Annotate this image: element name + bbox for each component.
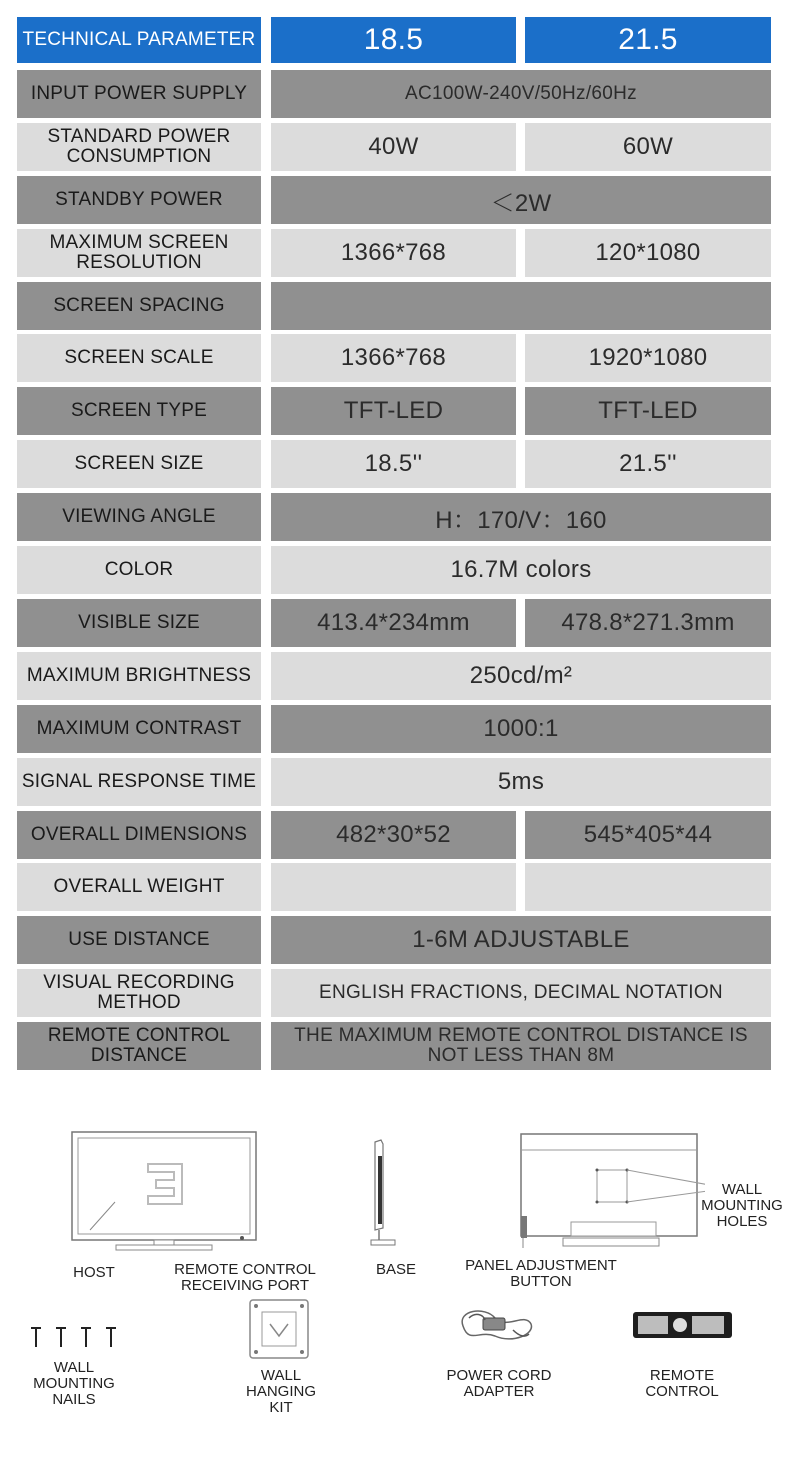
row-label: MAXIMUM BRIGHTNESS bbox=[17, 652, 261, 700]
row-label: VIEWING ANGLE bbox=[17, 493, 261, 541]
power-adapter-drawing bbox=[455, 1300, 535, 1350]
row-value: 16.7M colors bbox=[271, 546, 771, 594]
row-value bbox=[271, 282, 771, 330]
monitor-back-drawing bbox=[515, 1130, 705, 1255]
remote-port-caption: REMOTE CONTROL RECEIVING PORT bbox=[174, 1261, 316, 1294]
row-value: THE MAXIMUM REMOTE CONTROL DISTANCE IS NOT LESS THAN 8M bbox=[271, 1022, 771, 1070]
row-value: ＜2W bbox=[271, 176, 771, 224]
table-header-label: TECHNICAL PARAMETER bbox=[17, 17, 261, 63]
base-caption: BASE bbox=[375, 1261, 417, 1278]
row-value-21-5: 1920*1080 bbox=[525, 334, 771, 382]
row-label: MAXIMUM SCREEN RESOLUTION bbox=[17, 229, 261, 277]
row-value: 5ms bbox=[271, 758, 771, 806]
accessories-section bbox=[0, 1100, 790, 1470]
row-label: USE DISTANCE bbox=[17, 916, 261, 964]
row-value-21-5: 478.8*271.3mm bbox=[525, 599, 771, 647]
row-label: SIGNAL RESPONSE TIME bbox=[17, 758, 261, 806]
row-value-18-5: 482*30*52 bbox=[271, 811, 516, 859]
row-value-21-5: 21.5'' bbox=[525, 440, 771, 488]
host-caption: HOST bbox=[73, 1264, 115, 1281]
row-value: ENGLISH FRACTIONS, DECIMAL NOTATION bbox=[271, 969, 771, 1017]
wall-nails-caption: WALL MOUNTING NAILS bbox=[33, 1359, 115, 1408]
row-value: AC100W-240V/50Hz/60Hz bbox=[271, 70, 771, 118]
monitor-front-drawing bbox=[70, 1130, 260, 1255]
row-value-18-5: 18.5'' bbox=[271, 440, 516, 488]
row-label: VISUAL RECORDING METHOD bbox=[17, 969, 261, 1017]
row-value-18-5: 413.4*234mm bbox=[271, 599, 516, 647]
row-label: OVERALL DIMENSIONS bbox=[17, 811, 261, 859]
row-value-18-5: 40W bbox=[271, 123, 516, 171]
row-label: STANDARD POWER CONSUMPTION bbox=[17, 123, 261, 171]
row-label: SCREEN SCALE bbox=[17, 334, 261, 382]
row-value-18-5: 1366*768 bbox=[271, 229, 516, 277]
remote-control-drawing bbox=[632, 1310, 734, 1340]
row-value: 1-6M ADJUSTABLE bbox=[271, 916, 771, 964]
row-label: VISIBLE SIZE bbox=[17, 599, 261, 647]
row-label: SCREEN SIZE bbox=[17, 440, 261, 488]
row-label: COLOR bbox=[17, 546, 261, 594]
row-value-18-5: 1366*768 bbox=[271, 334, 516, 382]
table-header-col-21-5: 21.5 bbox=[525, 17, 771, 63]
row-value-21-5 bbox=[525, 863, 771, 911]
panel-button-caption: PANEL ADJUSTMENT BUTTON bbox=[465, 1257, 617, 1290]
row-value-21-5: TFT-LED bbox=[525, 387, 771, 435]
row-value-18-5 bbox=[271, 863, 516, 911]
power-adapter-caption: POWER CORD ADAPTER bbox=[446, 1367, 552, 1400]
row-value: H：170/V：160 bbox=[271, 493, 771, 541]
remote-caption: REMOTE CONTROL bbox=[645, 1367, 719, 1400]
row-label: OVERALL WEIGHT bbox=[17, 863, 261, 911]
row-value: 1000:1 bbox=[271, 705, 771, 753]
hanging-kit-caption: WALL HANGING KIT bbox=[245, 1367, 316, 1416]
row-value-21-5: 545*405*44 bbox=[525, 811, 771, 859]
row-label: MAXIMUM CONTRAST bbox=[17, 705, 261, 753]
row-label: SCREEN SPACING bbox=[17, 282, 261, 330]
monitor-side-drawing bbox=[365, 1138, 405, 1256]
row-label: STANDBY POWER bbox=[17, 176, 261, 224]
row-value-18-5: TFT-LED bbox=[271, 387, 516, 435]
row-label: INPUT POWER SUPPLY bbox=[17, 70, 261, 118]
table-header-col-18-5: 18.5 bbox=[271, 17, 516, 63]
row-value-21-5: 60W bbox=[525, 123, 771, 171]
row-value-21-5: 120*1080 bbox=[525, 229, 771, 277]
hanging-kit-drawing bbox=[248, 1298, 310, 1360]
wall-holes-caption: WALL MOUNTING HOLES bbox=[701, 1181, 783, 1230]
wall-nails-drawing bbox=[28, 1325, 123, 1351]
row-label: REMOTE CONTROL DISTANCE bbox=[17, 1022, 261, 1070]
row-value: 250cd/m² bbox=[271, 652, 771, 700]
row-label: SCREEN TYPE bbox=[17, 387, 261, 435]
